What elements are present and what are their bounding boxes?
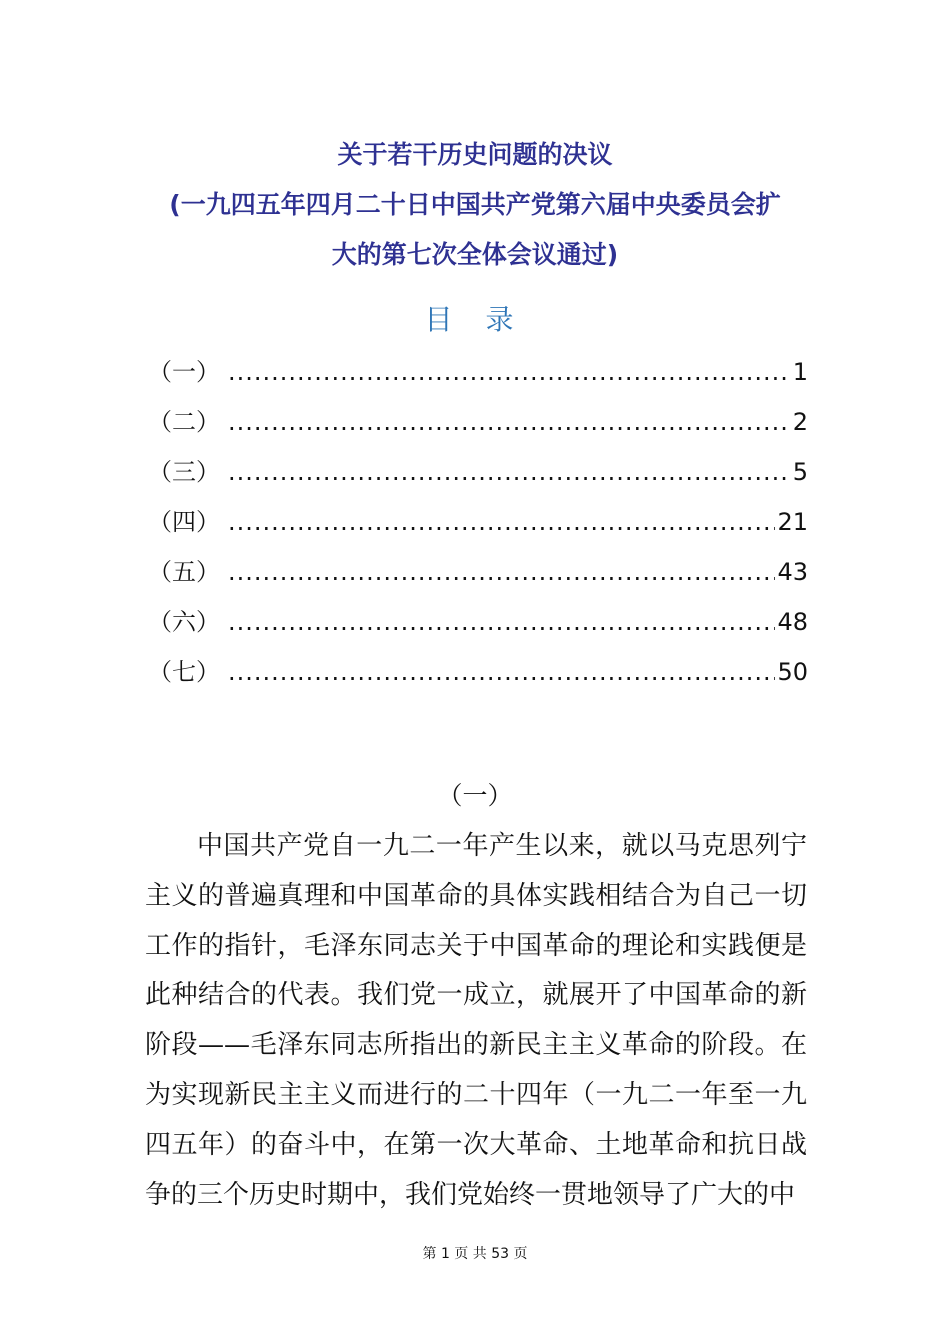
toc-entry-5[interactable]	[148, 550, 808, 600]
toc-label: （二）	[148, 408, 220, 436]
toc-entry-6[interactable]	[148, 600, 808, 650]
title-line-3: 大的第七次全体会议通过)	[331, 240, 619, 269]
toc-leader-dots	[228, 450, 791, 494]
toc-page-number: 43	[777, 558, 808, 586]
toc-leader-dots	[228, 600, 775, 644]
toc-leader-dots	[228, 350, 791, 394]
title-line-1: 关于若干历史问题的决议	[337, 140, 613, 169]
toc-page-number: 2	[792, 408, 808, 436]
toc-label: （三）	[148, 458, 220, 486]
toc-heading: 目 录	[424, 303, 526, 336]
toc-leader-dots	[228, 550, 775, 594]
toc-label: （四）	[148, 508, 220, 536]
toc-page-number: 21	[777, 508, 808, 536]
toc-page-number: 48	[777, 608, 808, 636]
toc-label: （七）	[148, 658, 220, 686]
toc-label: （五）	[148, 558, 220, 586]
toc-entry-3[interactable]	[148, 450, 808, 500]
toc-page-number: 5	[792, 458, 808, 486]
title-line-2: (一九四五年四月二十日中国共产党第六届中央委员会扩	[169, 190, 781, 219]
toc-leader-dots	[228, 400, 791, 444]
document-title	[0, 130, 950, 280]
table-of-contents	[148, 350, 808, 700]
toc-leader-dots	[228, 650, 775, 694]
page-footer: 第 1 页 共 53 页	[422, 1246, 528, 1262]
toc-label: （六）	[148, 608, 220, 636]
toc-label: （一）	[148, 358, 220, 386]
section-heading: （一）	[437, 781, 513, 810]
toc-leader-dots	[228, 500, 775, 544]
toc-page-number: 1	[792, 358, 808, 386]
toc-entry-7[interactable]	[148, 650, 808, 700]
toc-entry-4[interactable]	[148, 500, 808, 550]
toc-entry-2[interactable]	[148, 400, 808, 450]
toc-entry-1[interactable]	[148, 350, 808, 400]
toc-page-number: 50	[777, 658, 808, 686]
body-paragraph: 中国共产党自一九二一年产生以来，就以马克思列宁主义的普遍真理和中国革命的具体实践相结合为自己一切工作的指针，毛泽东同志关于中国革命的理论和实践便是此种结合的代表。我们党一成立，就展开了中国革命的新阶段——毛泽东同志所指出的新民主主义革命的阶段。在为实现新民主主义而进行的二十四年（一九二一年至一九四五年）的奋斗中，在第一次大革命、土地革命和抗日战争的三个历史时期中，我们党始终一贯地领导了广大的中	[145, 831, 807, 1210]
